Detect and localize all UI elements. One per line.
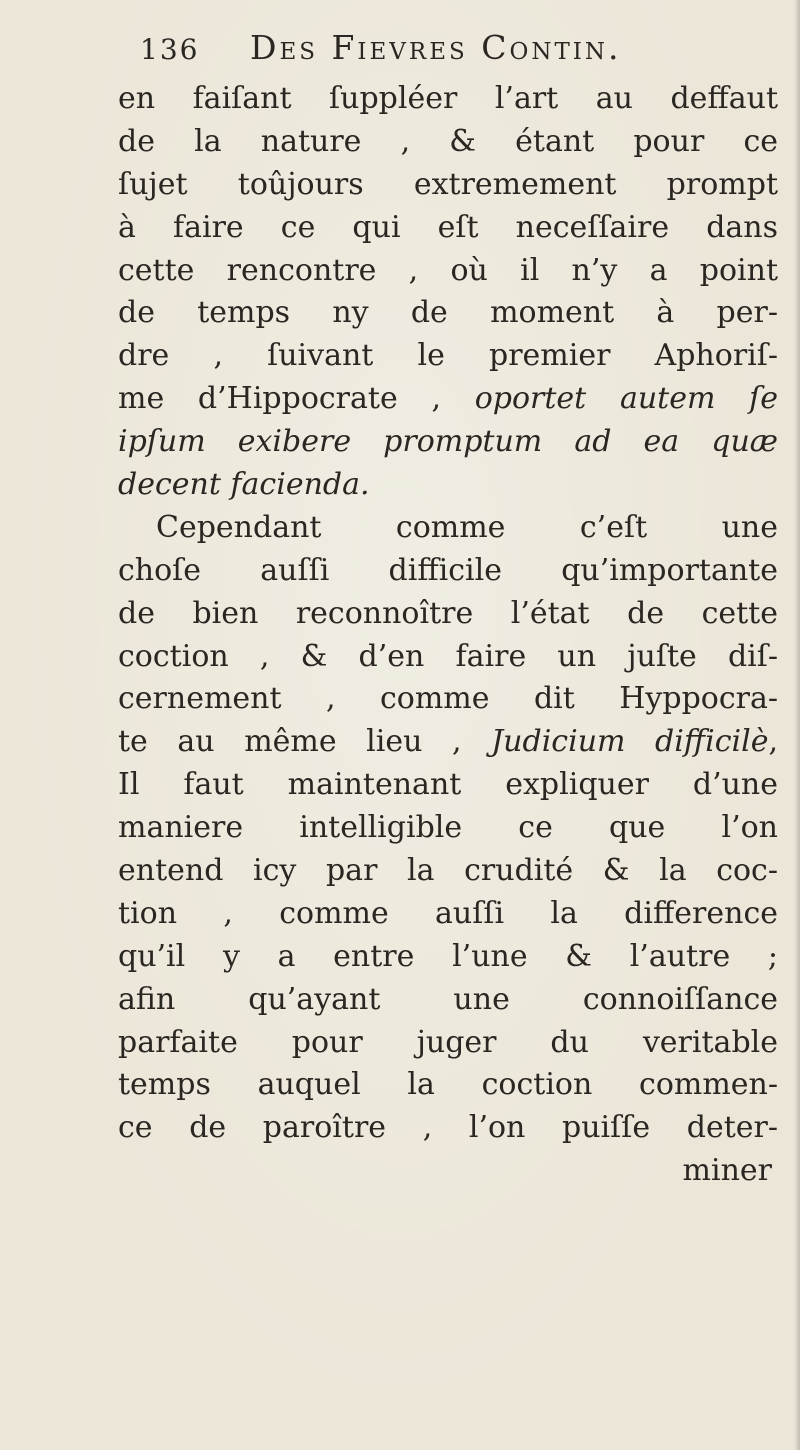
text-run: me d’Hippocrate , bbox=[118, 381, 475, 417]
text-line bbox=[118, 807, 778, 850]
text-run: cernement , comme dit Hyppocra- bbox=[118, 681, 778, 717]
text-run: cette rencontre , où il n’y a point bbox=[118, 252, 778, 288]
text-run: de la nature , & étant pour ce bbox=[118, 123, 778, 159]
text-line bbox=[118, 636, 778, 679]
text-run: en faiſant ſuppléer l’art au deffaut bbox=[118, 81, 778, 116]
text-line bbox=[118, 507, 778, 550]
text-line bbox=[118, 378, 778, 421]
text-line bbox=[118, 936, 778, 979]
text-line bbox=[118, 335, 778, 378]
text-line bbox=[118, 979, 778, 1022]
text-run: maniere intelligible ce que l’on bbox=[118, 810, 778, 846]
text-line bbox=[118, 893, 778, 936]
text-run: afin qu’ayant une connoiſſance bbox=[118, 981, 778, 1017]
text-line bbox=[118, 250, 778, 293]
latin-quotation: Judicium difficilè bbox=[491, 724, 769, 760]
text-line bbox=[118, 1064, 778, 1107]
text-line bbox=[118, 850, 778, 893]
latin-quotation: ipſum exibere promptum ad ea quæ bbox=[118, 424, 778, 460]
text-line bbox=[118, 593, 778, 636]
text-run: choſe auſſi difficile qu’importante bbox=[118, 552, 778, 588]
text-line bbox=[118, 164, 778, 207]
text-run: à faire ce qui eſt neceſſaire dans bbox=[118, 209, 778, 245]
text-line bbox=[118, 421, 778, 464]
latin-quotation: decent facienda. bbox=[118, 467, 370, 503]
text-line bbox=[118, 1022, 778, 1065]
text-run: entend icy par la crudité & la coc- bbox=[118, 853, 778, 889]
running-head: Des Fievres Contin. bbox=[250, 28, 622, 67]
text-run: Cependant comme c’eſt une bbox=[156, 509, 778, 545]
text-run: temps auquel la coction commen- bbox=[118, 1067, 778, 1103]
body-text bbox=[118, 78, 778, 1193]
page-number: 136 bbox=[140, 33, 200, 66]
text-run: ce de paroître , l’on puiſſe deter- bbox=[118, 1110, 778, 1146]
text-run: de bien reconnoître l’état de cette bbox=[118, 595, 778, 631]
latin-quotation: oportet autem ſe bbox=[474, 381, 778, 417]
text-line bbox=[118, 78, 778, 121]
text-line bbox=[118, 550, 778, 593]
text-line bbox=[118, 207, 778, 250]
text-line bbox=[118, 464, 778, 507]
text-line bbox=[118, 121, 778, 164]
text-line bbox=[118, 721, 778, 764]
text-run: , bbox=[768, 724, 778, 760]
text-line bbox=[118, 1107, 778, 1150]
text-line bbox=[118, 678, 778, 721]
text-run: ſujet toûjours extremement prompt bbox=[118, 166, 778, 202]
text-run: coction , & d’en faire un juſte diſ- bbox=[118, 638, 778, 674]
text-run: dre , ſuivant le premier Aphoriſ- bbox=[118, 338, 778, 374]
text-run: qu’il y a entre l’une & l’autre ; bbox=[118, 938, 778, 974]
text-run: parfaite pour juger du veritable bbox=[118, 1024, 778, 1060]
page-header bbox=[140, 28, 622, 68]
text-run: te au même lieu , bbox=[118, 724, 492, 760]
text-run: tion , comme auſſi la difference bbox=[118, 895, 778, 931]
page-edge-shadow bbox=[794, 0, 800, 1450]
text-run: Il faut maintenant expliquer d’une bbox=[118, 767, 778, 803]
text-line bbox=[118, 292, 778, 335]
text-line bbox=[118, 764, 778, 807]
text-run: de temps ny de moment à per- bbox=[118, 295, 778, 331]
catchword: miner bbox=[682, 1153, 772, 1189]
